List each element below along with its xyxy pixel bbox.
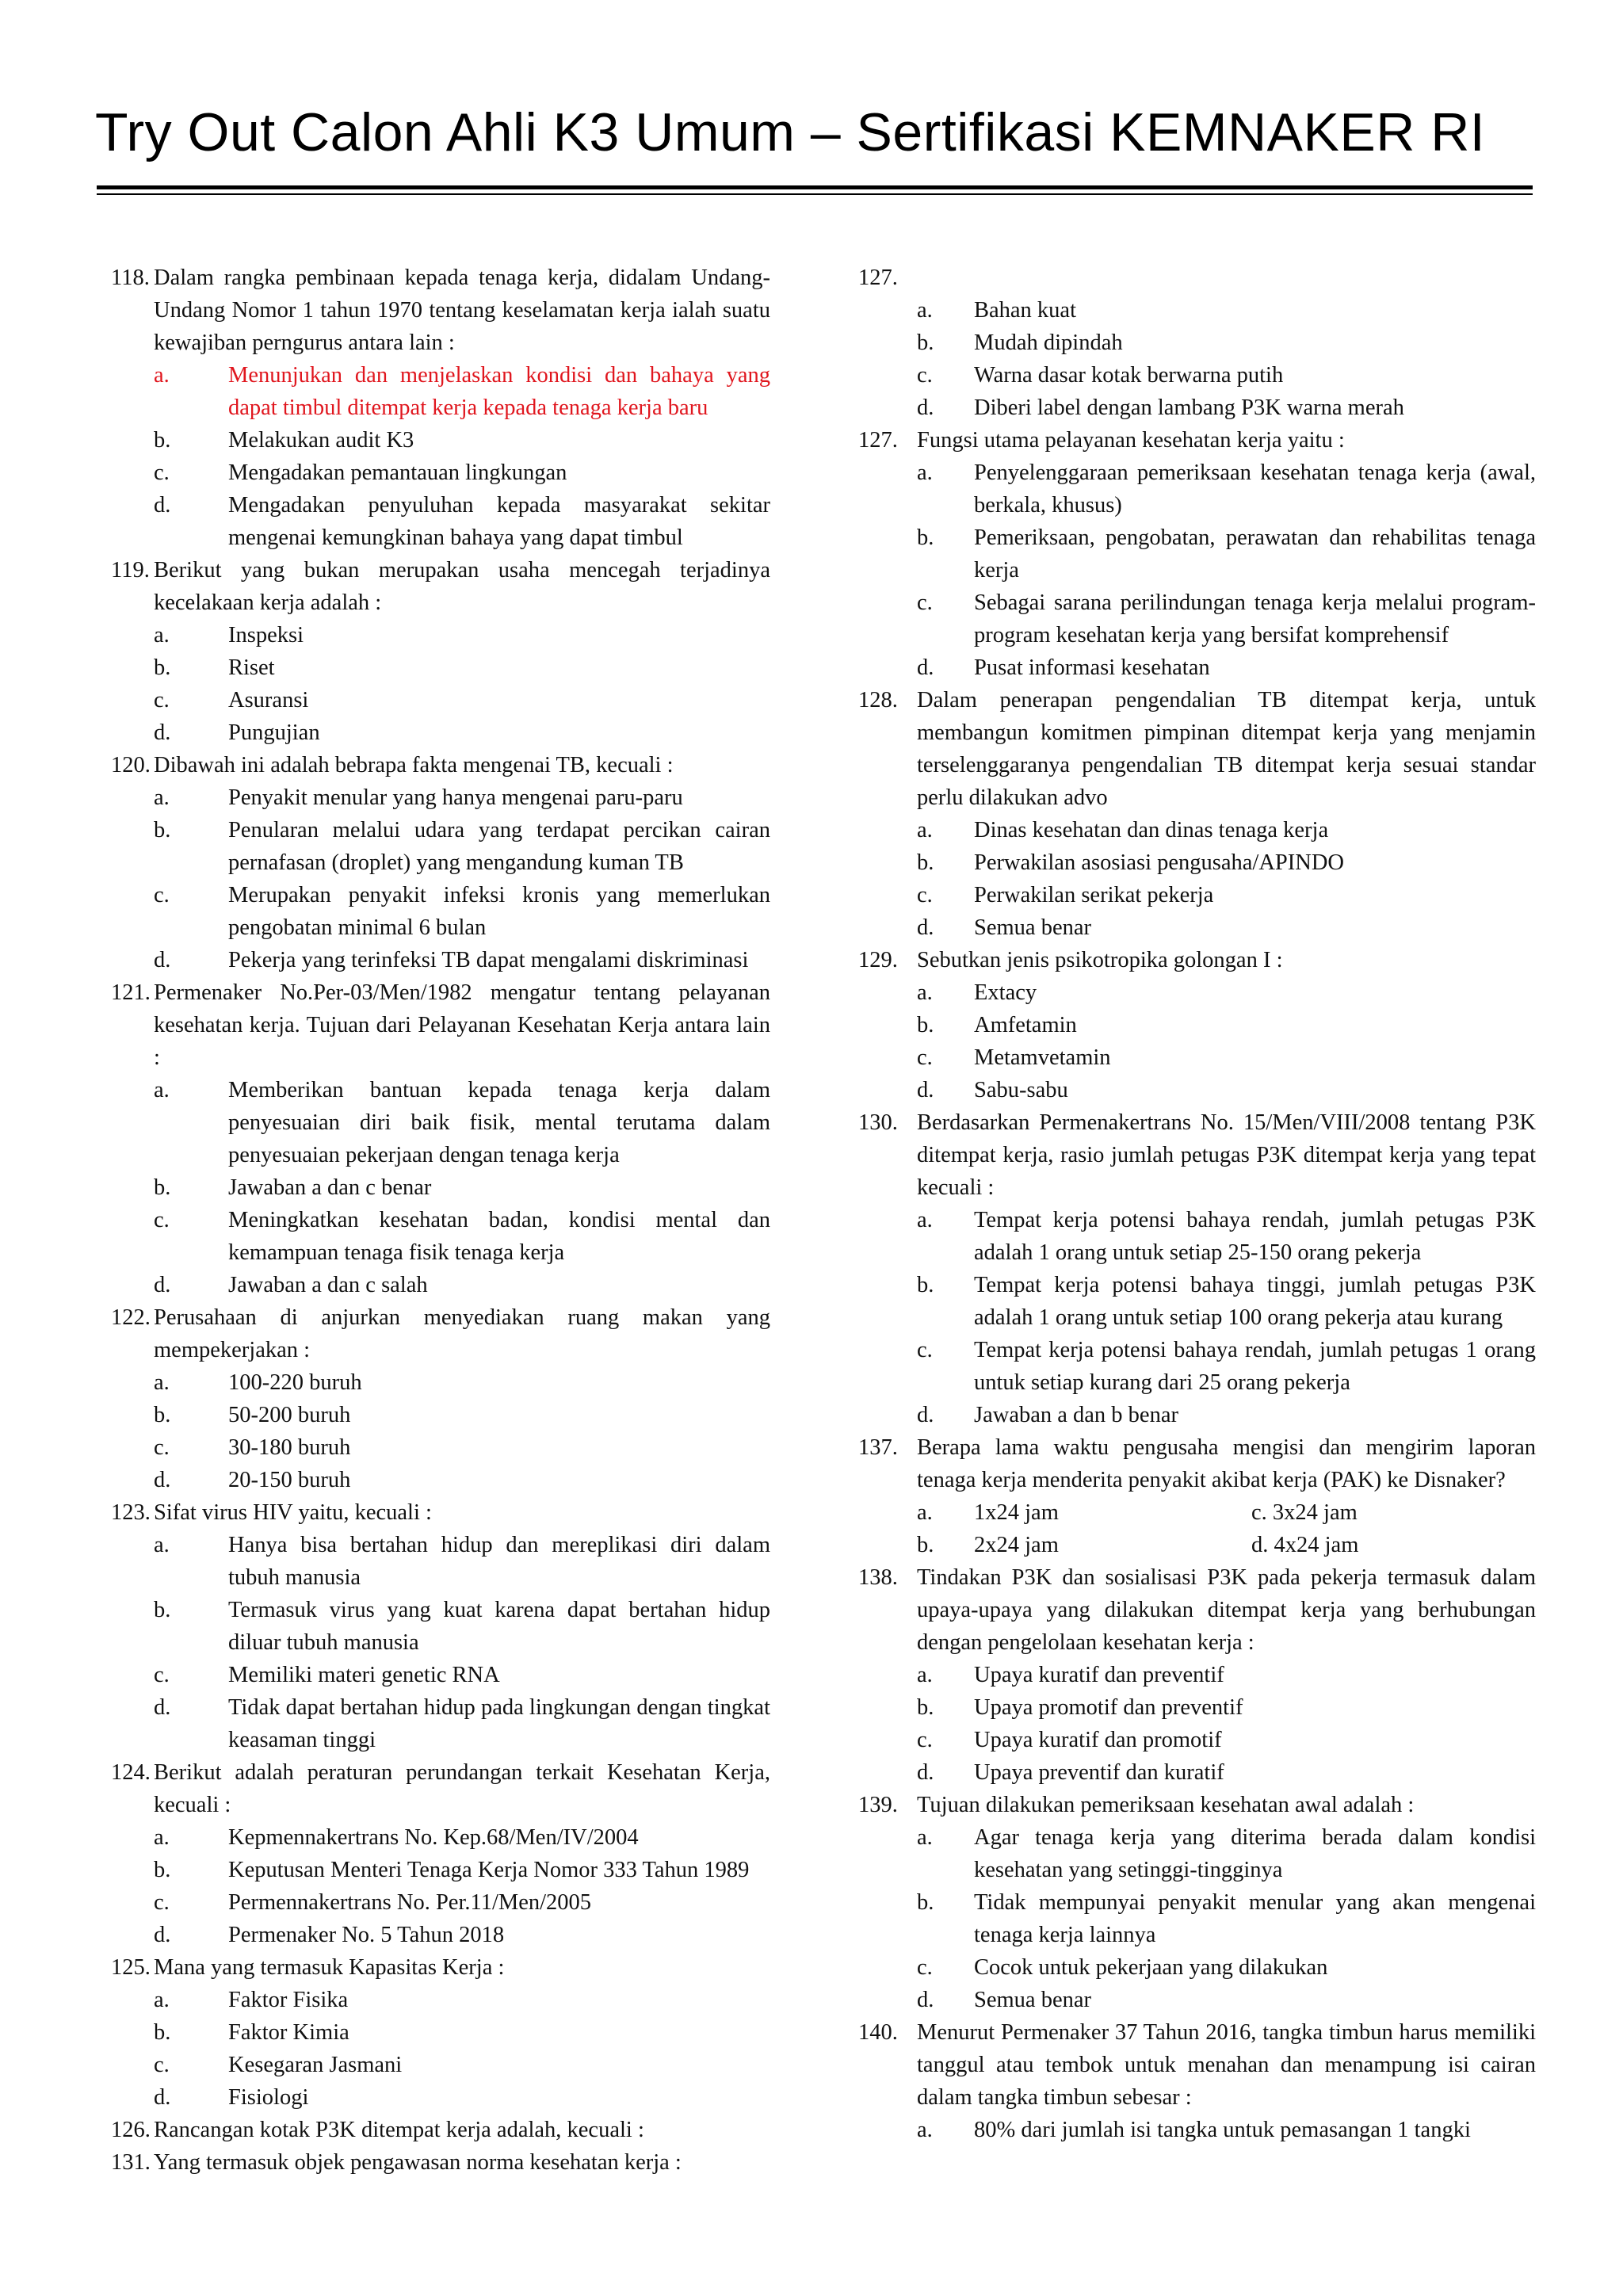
answer-option [858, 1951, 1536, 1984]
option-letter: d. [154, 1468, 171, 1492]
answer-option [111, 1594, 770, 1659]
option-text: Semua benar [974, 1988, 1091, 2012]
option-text: Pusat informasi kesehatan [974, 655, 1210, 680]
answer-option [858, 976, 1536, 1009]
question-item [858, 2016, 1536, 2146]
question-stem [111, 1301, 770, 1366]
option-letter: c. [917, 363, 933, 388]
question-item [111, 554, 770, 749]
option-text: Sebagai sarana perilindungan tenaga kerja melalui program-program kesehatan kerja yang bersifat komprehensif [974, 590, 1536, 648]
question-item [858, 944, 1536, 1106]
question-number: 120. [111, 753, 151, 777]
answer-option [858, 327, 1536, 359]
answer-option [111, 879, 770, 944]
answer-option [858, 651, 1536, 684]
question-item [858, 1561, 1536, 1789]
answer-option [858, 1204, 1536, 1269]
option-letter: a. [917, 1208, 933, 1232]
answer-option [111, 1431, 770, 1464]
option-letter: c. [154, 460, 170, 485]
option-letter: b. [154, 818, 171, 842]
option-letter: c. [154, 1435, 170, 1460]
option-letter: a. [154, 1370, 170, 1395]
option-letter: a. [917, 980, 933, 1005]
answer-option [858, 1074, 1536, 1106]
option-text: Jawaban a dan b benar [974, 1403, 1178, 1427]
option-text: Agar tenaga kerja yang diterima berada dalam kondisi kesehatan yang setinggi-tingginya [974, 1825, 1536, 1882]
question-text: Permenaker No.Per-03/Men/1982 mengatur tentang pelayanan kesehatan kerja. Tujuan dari Pelayanan Kesehatan Kerja antara lain : [154, 980, 770, 1070]
question-text: Berikut adalah peraturan perundangan terkait Kesehatan Kerja, kecuali : [154, 1760, 770, 1817]
option-letter: a. [917, 1663, 933, 1687]
option-letter: a. [154, 1988, 170, 2012]
option-letter: d. [917, 1760, 934, 1785]
question-text: Dibawah ini adalah bebrapa fakta mengenai TB, kecuali : [154, 753, 674, 777]
question-text: Berapa lama waktu pengusaha mengisi dan mengirim laporan tenaga kerja menderita penyakit akibat kerja (PAK) ke Disnaker? [917, 1435, 1536, 1492]
option-text: Cocok untuk pekerjaan yang dilakukan [974, 1955, 1328, 1980]
option-letter: d. [154, 2085, 171, 2110]
question-text: Berdasarkan Permenakertrans No. 15/Men/VIII/2008 tentang P3K ditempat kerja, rasio jumlah petugas P3K ditempat kerja yang tepat kecuali : [917, 1110, 1536, 1200]
option-letter: b. [154, 2020, 171, 2045]
option-letter: b. [917, 850, 934, 875]
option-text: Merupakan penyakit infeksi kronis yang memerlukan pengobatan minimal 6 bulan [228, 883, 770, 940]
answer-option [111, 1919, 770, 1951]
answer-option [858, 1821, 1536, 1886]
option-text: Riset [228, 655, 275, 680]
answer-option [858, 879, 1536, 911]
option-text: Pekerja yang terinfeksi TB dapat mengalami diskriminasi [228, 948, 749, 972]
option-letter: c. [154, 2053, 170, 2077]
answer-option [111, 359, 770, 424]
answer-option [858, 586, 1536, 651]
question-text: Perusahaan di anjurkan menyediakan ruang makan yang mempekerjakan : [154, 1305, 770, 1362]
question-number: 123. [111, 1500, 151, 1525]
header-rule-thin [97, 193, 1533, 195]
option-letter: d. [917, 655, 934, 680]
question-stem [111, 554, 770, 619]
option-text: Kepmennakertrans No. Kep.68/Men/IV/2004 [228, 1825, 639, 1850]
question-stem [111, 1756, 770, 1821]
answer-option [858, 1334, 1536, 1399]
question-stem [858, 2016, 1536, 2114]
answer-option [858, 1724, 1536, 1756]
answer-option [858, 1691, 1536, 1724]
option-text: Asuransi [228, 688, 309, 712]
option-text: Upaya preventif dan kuratif [974, 1760, 1224, 1785]
answer-option [858, 392, 1536, 424]
option-letter: c. [917, 590, 933, 615]
question-item [858, 1431, 1536, 1561]
option-letter: b. [154, 428, 171, 453]
option-text: Pungujian [228, 720, 320, 745]
answer-option [858, 2114, 1536, 2146]
question-item [111, 1756, 770, 1951]
answer-option [858, 1886, 1536, 1951]
option-letter: d. [154, 1923, 171, 1947]
option-letter: b. [917, 330, 934, 355]
answer-option [858, 1269, 1536, 1334]
option-text: Penyakit menular yang hanya mengenai paru-paru [228, 785, 683, 810]
answer-option [858, 1009, 1536, 1041]
question-text: Rancangan kotak P3K ditempat kerja adalah, kecuali : [154, 2118, 644, 2142]
question-item [858, 1789, 1536, 2016]
option-text: Faktor Kimia [228, 2020, 349, 2045]
option-letter: a. [154, 785, 170, 810]
question-number: 124. [111, 1760, 151, 1785]
option-letter: a. [154, 623, 170, 648]
question-stem [111, 1951, 770, 1984]
question-text: Berikut yang bukan merupakan usaha mencegah terjadinya kecelakaan kerja adalah : [154, 558, 770, 615]
answer-option [111, 1659, 770, 1691]
option-letter: b. [154, 1403, 171, 1427]
option-letter: d. [154, 493, 171, 518]
option-letter: a. [917, 2118, 933, 2142]
option-letter: c. [917, 1045, 933, 1070]
option-text: Keputusan Menteri Tenaga Kerja Nomor 333 Tahun 1989 [228, 1858, 750, 1882]
option-letter: d. [917, 915, 934, 940]
question-stem [858, 684, 1536, 814]
answer-option [858, 814, 1536, 846]
question-number: 128. [858, 688, 898, 712]
option-text: Fisiologi [228, 2085, 309, 2110]
question-stem [858, 424, 1536, 457]
option-text: Tidak dapat bertahan hidup pada lingkungan dengan tingkat keasaman tinggi [228, 1695, 770, 1752]
option-letter: a. [917, 1500, 933, 1525]
answer-option [111, 944, 770, 976]
question-number: 138. [858, 1565, 898, 1590]
option-letter: c. [154, 1890, 170, 1915]
answer-option [858, 521, 1536, 586]
answer-option [111, 1269, 770, 1301]
option-text: Bahan kuat [974, 298, 1077, 323]
option-letter: b. [154, 1858, 171, 1882]
answer-option [111, 1854, 770, 1886]
question-stem [858, 262, 1536, 294]
option-text: Perwakilan serikat pekerja [974, 883, 1214, 907]
answer-option [858, 457, 1536, 521]
option-letter: b. [917, 525, 934, 550]
header-rule-thick [97, 185, 1533, 189]
option-letter: c. [154, 1663, 170, 1687]
option-text: Menunjukan dan menjelaskan kondisi dan bahaya yang dapat timbul ditempat kerja kepada tenaga kerja baru [228, 363, 770, 420]
option-letter: c. [917, 883, 933, 907]
option-text: Dinas kesehatan dan dinas tenaga kerja [974, 818, 1329, 842]
answer-option [858, 294, 1536, 327]
question-text [917, 262, 1536, 294]
question-number: 118. [111, 266, 150, 290]
option-text: 50-200 buruh [228, 1403, 351, 1427]
option-letter: c. [154, 883, 170, 907]
option-text: Metamvetamin [974, 1045, 1111, 1070]
option-text: Memiliki materi genetic RNA [228, 1663, 500, 1687]
option-text: Tempat kerja potensi bahaya rendah, jumlah petugas 1 orang untuk setiap kurang dari 25 orang pekerja [974, 1338, 1536, 1395]
option-text: Termasuk virus yang kuat karena dapat bertahan hidup diluar tubuh manusia [228, 1598, 770, 1655]
option-letter: c. [917, 1955, 933, 1980]
answer-option [111, 2016, 770, 2049]
question-item [111, 1951, 770, 2114]
question-text: Dalam penerapan pengendalian TB ditempat kerja, untuk membangun komitmen pimpinan ditempat kerja yang menjamin terselenggaranya pengendalian TB ditempat kerja sesuai standar perlu dilakukan advo [917, 688, 1536, 810]
option-letter: a. [154, 1533, 170, 1557]
option-text: 1x24 jam [974, 1500, 1059, 1525]
option-letter: d. [154, 1273, 171, 1297]
right-question-column [858, 262, 1536, 2146]
option-text: 30-180 buruh [228, 1435, 351, 1460]
option-text: Permennakertrans No. Per.11/Men/2005 [228, 1890, 592, 1915]
question-item [111, 976, 770, 1301]
answer-option [111, 1171, 770, 1204]
question-number: 137. [858, 1435, 898, 1460]
option-text: Upaya promotif dan preventif [974, 1695, 1243, 1720]
option-letter: d. [917, 1078, 934, 1102]
question-item [858, 684, 1536, 944]
answer-option [111, 2049, 770, 2081]
question-number: 119. [111, 558, 150, 583]
question-stem [111, 262, 770, 359]
answer-option [111, 1399, 770, 1431]
option-letter: c. [154, 688, 170, 712]
question-number: 127. [858, 428, 898, 453]
question-number: 127. [858, 266, 898, 290]
option-letter: b. [917, 1890, 934, 1915]
question-text: Sifat virus HIV yaitu, kecuali : [154, 1500, 432, 1525]
option-text-second: c. 3x24 jam [1251, 1500, 1358, 1525]
answer-option [111, 619, 770, 651]
question-text: Tindakan P3K dan sosialisasi P3K pada pekerja termasuk dalam upaya-upaya yang dilakukan ditempat kerja yang berhubungan dengan pengelolaan kesehatan kerja : [917, 1565, 1536, 1655]
answer-option [111, 1529, 770, 1594]
option-text: Memberikan bantuan kepada tenaga kerja dalam penyesuaian diri baik fisik, mental terutama dalam penyesuaian pekerjaan dengan tenaga kerja [228, 1078, 770, 1167]
option-text: Mengadakan pemantauan lingkungan [228, 460, 567, 485]
question-text: Menurut Permenaker 37 Tahun 2016, tangka timbun harus memiliki tanggul atau tembok untuk menahan dan menampung isi cairan dalam tangka timbun sebesar : [917, 2020, 1536, 2110]
option-letter: a. [917, 818, 933, 842]
option-text: Jawaban a dan c benar [228, 1175, 432, 1200]
option-letter: b. [917, 1533, 934, 1557]
option-letter: d. [154, 1695, 171, 1720]
question-item [111, 262, 770, 554]
option-text: Sabu-sabu [974, 1078, 1068, 1102]
question-item [111, 749, 770, 976]
option-text: Perwakilan asosiasi pengusaha/APINDO [974, 850, 1344, 875]
option-text: Penyelenggaraan pemeriksaan kesehatan tenaga kerja (awal, berkala, khusus) [974, 460, 1536, 518]
option-text: Amfetamin [974, 1013, 1077, 1037]
option-text: Tempat kerja potensi bahaya tinggi, jumlah petugas P3K adalah 1 orang untuk setiap 100 orang pekerja atau kurang [974, 1273, 1536, 1330]
option-letter: a. [917, 298, 933, 323]
question-text: Mana yang termasuk Kapasitas Kerja : [154, 1955, 505, 1980]
answer-option [858, 1756, 1536, 1789]
option-letter: b. [917, 1273, 934, 1297]
option-text: Mengadakan penyuluhan kepada masyarakat sekitar mengenai kemungkinan bahaya yang dapat timbul [228, 493, 770, 550]
option-text: Extacy [974, 980, 1037, 1005]
option-text: Jawaban a dan c salah [228, 1273, 428, 1297]
answer-option [111, 1366, 770, 1399]
option-letter: d. [917, 1403, 934, 1427]
answer-option [111, 814, 770, 879]
option-letter: a. [154, 1078, 170, 1102]
option-text: 100-220 buruh [228, 1370, 362, 1395]
option-text: Meningkatkan kesehatan badan, kondisi mental dan kemampuan tenaga fisik tenaga kerja [228, 1208, 770, 1265]
question-number: 126. [111, 2118, 151, 2142]
option-letter: a. [154, 1825, 170, 1850]
option-letter: c. [917, 1338, 933, 1362]
option-letter: c. [154, 1208, 170, 1232]
option-text: Upaya kuratif dan preventif [974, 1663, 1224, 1687]
left-question-column [111, 262, 770, 2179]
question-number: 139. [858, 1793, 898, 1817]
option-letter: b. [917, 1013, 934, 1037]
option-text: Tidak mempunyai penyakit menular yang akan mengenai tenaga kerja lainnya [974, 1890, 1536, 1947]
question-stem [111, 1496, 770, 1529]
option-letter: b. [154, 1175, 171, 1200]
answer-option-row [858, 1496, 1536, 1529]
option-text: 20-150 buruh [228, 1468, 351, 1492]
question-number: 125. [111, 1955, 151, 1980]
question-stem [111, 2114, 770, 2146]
answer-option [111, 1464, 770, 1496]
answer-option [858, 1041, 1536, 1074]
option-text: Melakukan audit K3 [228, 428, 414, 453]
answer-option [858, 1984, 1536, 2016]
option-text: Permenaker No. 5 Tahun 2018 [228, 1923, 505, 1947]
option-text: Faktor Fisika [228, 1988, 349, 2012]
question-text: Fungsi utama pelayanan kesehatan kerja yaitu : [917, 428, 1345, 453]
answer-option [111, 1821, 770, 1854]
option-text: Upaya kuratif dan promotif [974, 1728, 1222, 1752]
question-stem [111, 2146, 770, 2179]
question-stem [858, 1431, 1536, 1496]
option-letter: a. [917, 1825, 933, 1850]
answer-option [858, 359, 1536, 392]
question-item [111, 1496, 770, 1756]
question-number: 121. [111, 980, 151, 1005]
option-text: Diberi label dengan lambang P3K warna merah [974, 395, 1404, 420]
answer-option-row [858, 1529, 1536, 1561]
question-number: 130. [858, 1110, 898, 1135]
question-item [111, 2114, 770, 2146]
option-text: Tempat kerja potensi bahaya rendah, jumlah petugas P3K adalah 1 orang untuk setiap 25-150 orang pekerja [974, 1208, 1536, 1265]
question-text: Yang termasuk objek pengawasan norma kesehatan kerja : [154, 2150, 682, 2175]
option-text-second: d. 4x24 jam [1251, 1533, 1359, 1557]
page-title: Try Out Calon Ahli K3 Umum – Sertifikasi KEMNAKER RI [95, 102, 1486, 162]
answer-option [111, 781, 770, 814]
question-stem [111, 749, 770, 781]
question-text: Tujuan dilakukan pemeriksaan kesehatan awal adalah : [917, 1793, 1415, 1817]
option-text: 2x24 jam [974, 1533, 1059, 1557]
question-item [111, 1301, 770, 1496]
answer-option [111, 457, 770, 489]
question-item [858, 262, 1536, 424]
option-letter: a. [917, 460, 933, 485]
question-stem [858, 1789, 1536, 1821]
option-text: Inspeksi [228, 623, 304, 648]
option-text: Pemeriksaan, pengobatan, perawatan dan rehabilitas tenaga kerja [974, 525, 1536, 583]
question-item [858, 424, 1536, 684]
option-text: Semua benar [974, 915, 1091, 940]
option-letter: d. [917, 1988, 934, 2012]
question-stem [858, 1106, 1536, 1204]
option-text: Warna dasar kotak berwarna putih [974, 363, 1284, 388]
answer-option [111, 1984, 770, 2016]
question-number: 129. [858, 948, 898, 972]
answer-option [111, 1886, 770, 1919]
option-text: Mudah dipindah [974, 330, 1123, 355]
answer-option [111, 489, 770, 554]
option-text: 80% dari jumlah isi tangka untuk pemasangan 1 tangki [974, 2118, 1471, 2142]
option-text: Kesegaran Jasmani [228, 2053, 403, 2077]
answer-option [111, 716, 770, 749]
option-letter: d. [154, 720, 171, 745]
question-item [858, 1106, 1536, 1431]
answer-option [111, 2081, 770, 2114]
question-stem [111, 976, 770, 1074]
answer-option [111, 1691, 770, 1756]
answer-option [111, 1204, 770, 1269]
option-letter: b. [917, 1695, 934, 1720]
question-number: 122. [111, 1305, 151, 1330]
answer-option [858, 1399, 1536, 1431]
answer-option [111, 424, 770, 457]
option-letter: d. [917, 395, 934, 420]
question-stem [858, 1561, 1536, 1659]
option-letter: b. [154, 1598, 171, 1622]
answer-option [858, 1659, 1536, 1691]
option-text: Hanya bisa bertahan hidup dan mereplikasi diri dalam tubuh manusia [228, 1533, 770, 1590]
question-text: Dalam rangka pembinaan kepada tenaga kerja, didalam Undang-Undang Nomor 1 tahun 1970 tentang keselamatan kerja ialah suatu kewajiban perngurus antara lain : [154, 266, 770, 355]
question-number: 140. [858, 2020, 898, 2045]
answer-option [858, 846, 1536, 879]
option-letter: a. [154, 363, 170, 388]
answer-option [111, 684, 770, 716]
answer-option [111, 1074, 770, 1171]
question-item [111, 2146, 770, 2179]
question-number: 131. [111, 2150, 151, 2175]
option-letter: d. [154, 948, 171, 972]
answer-option [111, 651, 770, 684]
question-text: Sebutkan jenis psikotropika golongan I : [917, 948, 1283, 972]
option-text: Penularan melalui udara yang terdapat percikan cairan pernafasan (droplet) yang mengandung kuman TB [228, 818, 770, 875]
option-letter: b. [154, 655, 171, 680]
option-letter: c. [917, 1728, 933, 1752]
answer-option [858, 911, 1536, 944]
question-stem [858, 944, 1536, 976]
